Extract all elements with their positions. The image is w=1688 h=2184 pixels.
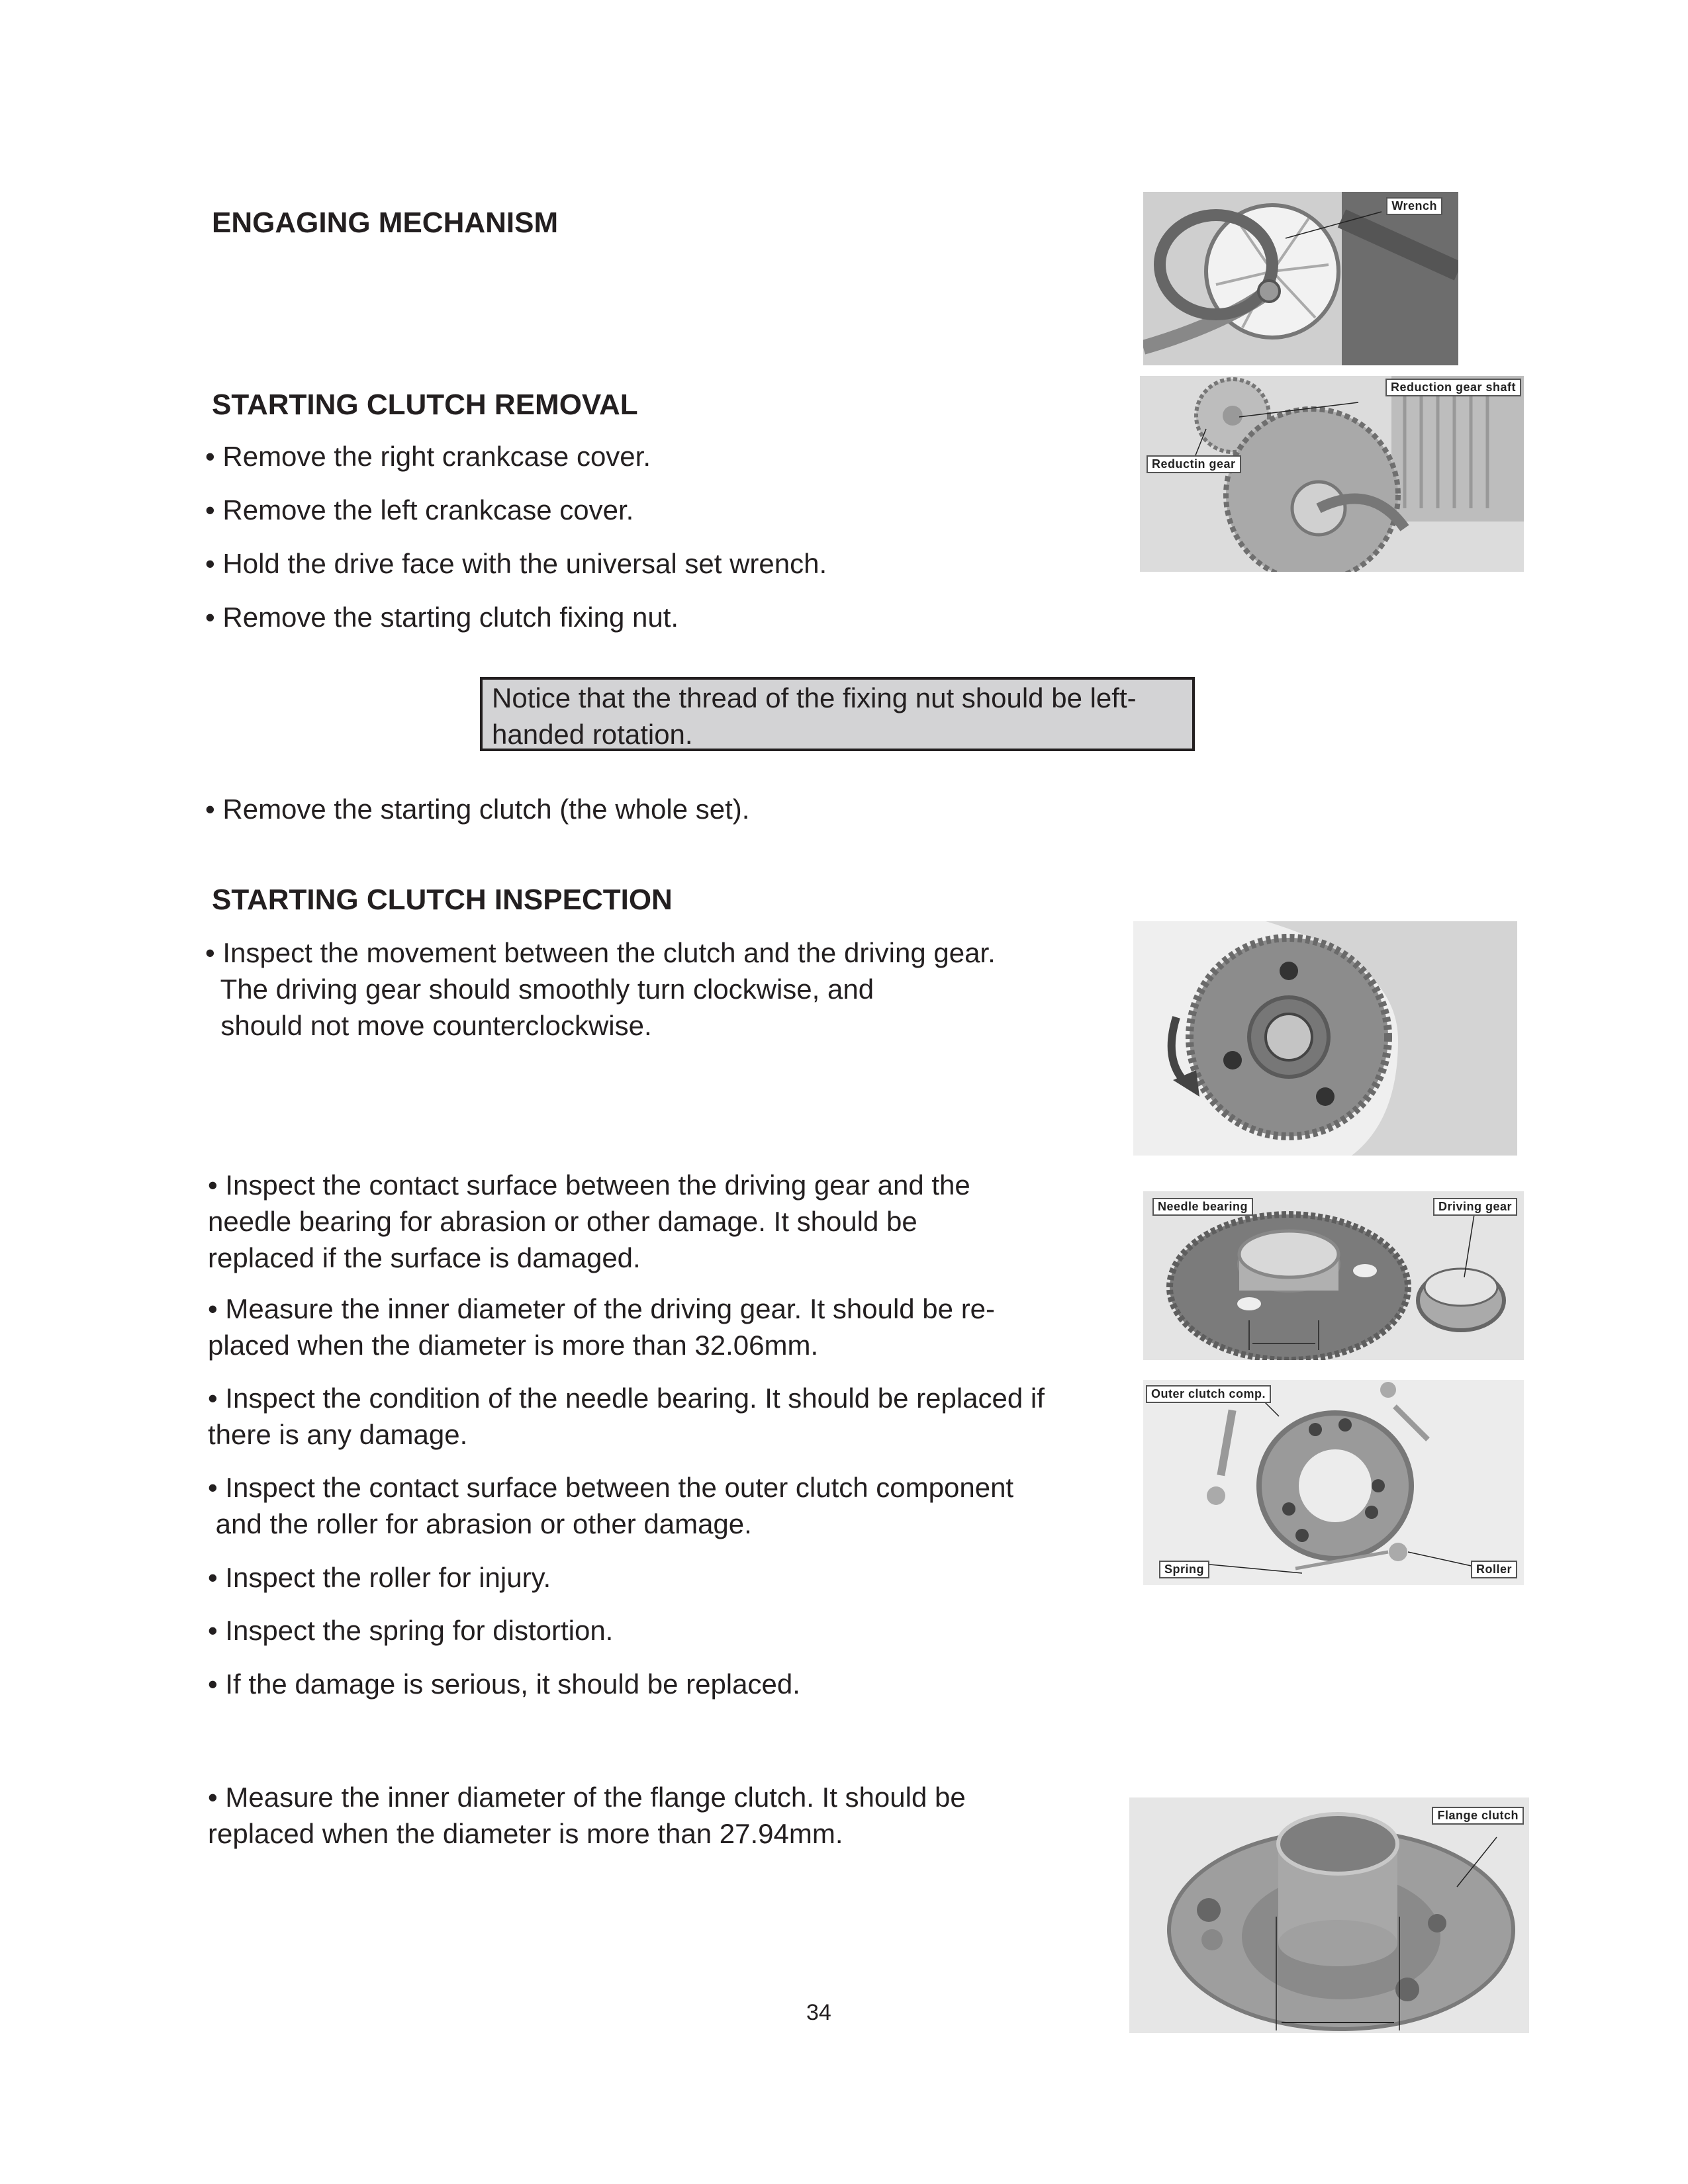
removal-step-2: • Remove the left crankcase cover. (205, 494, 634, 525)
inspection-item-serious-damage: • If the damage is serious, it should be replaced. (208, 1668, 800, 1700)
figure-flange-clutch (1129, 1797, 1529, 2033)
inspection-item-flange-clutch: • Measure the inner diameter of the flange clutch. It should be replaced when the diameter is more than 27.94mm. (208, 1782, 966, 1849)
removal-step-4: • Remove the starting clutch fixing nut. (205, 602, 679, 633)
figure-label-outer-clutch-comp: Outer clutch comp. (1146, 1385, 1271, 1403)
inspection-item-movement: • Inspect the movement between the clutch and the driving gear. The driving gear should smoothly turn clockwise, and should not move counterclockwise. (205, 937, 996, 1041)
page-number: 34 (806, 2000, 831, 2025)
removal-final-step: • Remove the starting clutch (the whole set). (205, 794, 750, 825)
notice-box: Notice that the thread of the fixing nut should be left- handed rotation. (480, 677, 1195, 751)
section-heading-starting-clutch-inspection: STARTING CLUTCH INSPECTION (212, 884, 673, 916)
removal-step-1: • Remove the right crankcase cover. (205, 441, 651, 472)
inspection-item-outer-clutch: • Inspect the contact surface between the outer clutch component and the roller for abrasion or other damage. (208, 1472, 1014, 1539)
figure-label-reductin-gear: Reductin gear (1147, 455, 1241, 473)
inspection-item-roller: • Inspect the roller for injury. (208, 1562, 551, 1593)
figure-label-reduction-gear-shaft: Reduction gear shaft (1385, 379, 1521, 396)
figure-label-flange-clutch: Flange clutch (1432, 1807, 1524, 1825)
section-heading-starting-clutch-removal: STARTING CLUTCH REMOVAL (212, 388, 638, 421)
section-heading-engaging-mechanism: ENGAGING MECHANISM (212, 206, 559, 239)
inspection-item-needle-bearing: • Inspect the condition of the needle bearing. It should be replaced if there is any damage. (208, 1383, 1045, 1450)
figure-outer-clutch-component (1143, 1380, 1524, 1585)
inspection-item-spring: • Inspect the spring for distortion. (208, 1615, 614, 1646)
figure-label-driving-gear: Driving gear (1433, 1198, 1517, 1216)
figure-wrench-drive-face (1143, 192, 1458, 365)
figure-label-spring: Spring (1159, 1561, 1209, 1578)
removal-step-3: • Hold the drive face with the universal set wrench. (205, 548, 827, 579)
figure-hand-driving-gear (1133, 921, 1517, 1156)
figure-label-needle-bearing: Needle bearing (1152, 1198, 1253, 1216)
figure-reduction-gear (1140, 376, 1524, 572)
figure-label-roller: Roller (1471, 1561, 1517, 1578)
inspection-item-driving-gear-diameter: • Measure the inner diameter of the driving gear. It should be re- placed when the diameter is more than 32.06mm. (208, 1293, 996, 1361)
figure-label-wrench: Wrench (1386, 197, 1442, 215)
figure-needle-bearing-driving-gear (1143, 1191, 1524, 1360)
inspection-item-contact-surface: • Inspect the contact surface between the driving gear and the needle bearing for abrasion or other damage. It should be replaced if the surface is damaged. (208, 1169, 970, 1273)
